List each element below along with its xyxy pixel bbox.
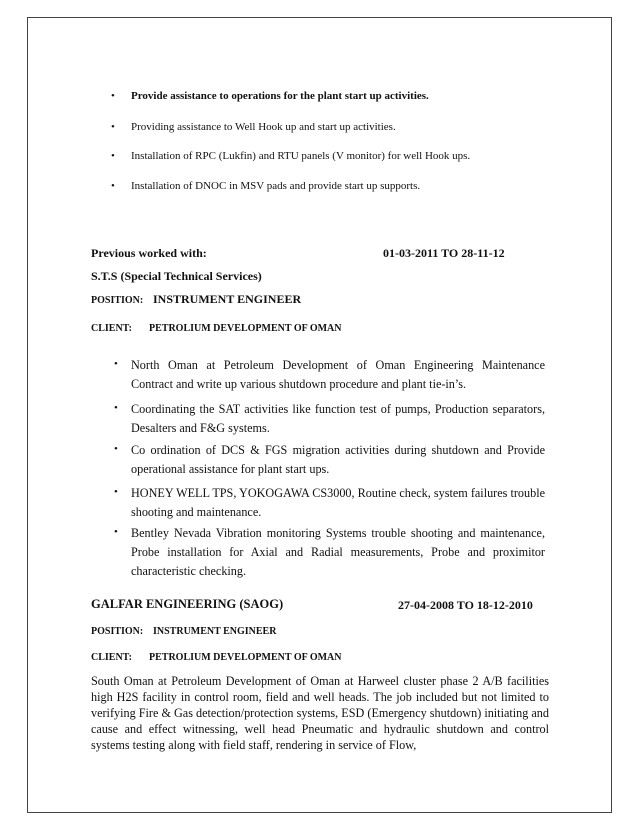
job2-company: GALFAR ENGINEERING (SAOG) xyxy=(91,597,284,611)
job1-bullet-1: North Oman at Petroleum Development of Oman Engineering Maintenance Contract and write up various shutdown procedure and plant tie-in’s. xyxy=(131,358,545,391)
bullet-icon: • xyxy=(111,121,115,133)
top-bullet-3: Installation of RPC (Lukfin) and RTU panels (V monitor) for well Hook ups. xyxy=(131,150,471,162)
job2-description: South Oman at Petroleum Development of Oman at Harweel cluster phase 2 A/B facilities high H2S facility in control room, field and well heads. The job included but not limited to verifying Fire & Gas detection/protection systems, ESD (Emergency shutdown) initiating and cause and effect witnessing, well head Pneumatic and hydraulic shutdown and control systems testing along with field staff, rendering in service of Flow, xyxy=(91,674,549,752)
bullet-icon: • xyxy=(111,180,115,192)
top-bullet-4: Installation of DNOC in MSV pads and provide start up supports. xyxy=(131,180,421,192)
bullet-icon: • xyxy=(111,150,115,162)
bullet-icon: • xyxy=(114,526,118,538)
top-bullet-1: Provide assistance to operations for the plant start up activities. xyxy=(131,90,429,102)
previous-worked-heading: Previous worked with: xyxy=(91,246,207,260)
job1-bullet-2: Coordinating the SAT activities like function test of pumps, Production separators, Desalters and F&G systems. xyxy=(131,402,545,435)
job1-company: S.T.S (Special Technical Services) xyxy=(91,269,262,283)
job1-client-label: CLIENT: xyxy=(91,323,132,334)
job2-position-value: INSTRUMENT ENGINEER xyxy=(153,626,277,637)
job1-bullet-3: Co ordination of DCS & FGS migration activities during shutdown and Provide operational assistance for plant start ups. xyxy=(131,443,545,476)
job1-client-value: PETROLIUM DEVELOPMENT OF OMAN xyxy=(149,323,342,334)
job2-dates: 27-04-2008 TO 18-12-2010 xyxy=(398,598,533,612)
top-bullet-2: Providing assistance to Well Hook up and start up activities. xyxy=(131,121,396,133)
job2-client-value: PETROLIUM DEVELOPMENT OF OMAN xyxy=(149,652,342,663)
bullet-icon: • xyxy=(114,402,118,414)
job1-bullet-4: HONEY WELL TPS, YOKOGAWA CS3000, Routine check, system failures trouble shooting and maintenance. xyxy=(131,486,545,519)
bullet-icon: • xyxy=(114,443,118,455)
job1-position-value: INSTRUMENT ENGINEER xyxy=(153,292,302,306)
job2-position-label: POSITION: xyxy=(91,626,144,637)
job1-dates: 01-03-2011 TO 28-11-12 xyxy=(383,246,505,260)
bullet-icon: • xyxy=(111,90,115,102)
bullet-icon: • xyxy=(114,358,118,370)
bullet-icon: • xyxy=(114,486,118,498)
job2-client-label: CLIENT: xyxy=(91,652,132,663)
job1-bullet-5: Bentley Nevada Vibration monitoring Systems trouble shooting and maintenance, Probe installation for Axial and Radial measurements, Probe and proximitor characteristic checking. xyxy=(131,526,545,578)
job1-position-label: POSITION: xyxy=(91,295,144,306)
